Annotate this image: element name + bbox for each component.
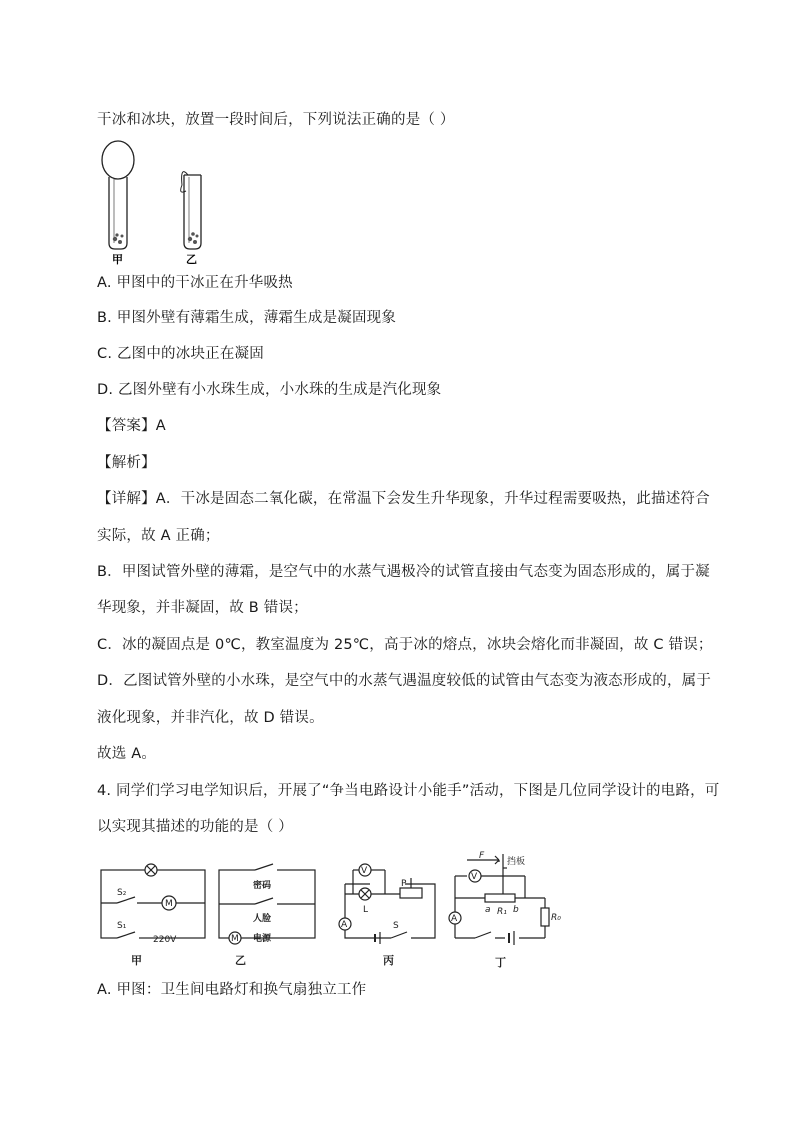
- analysis-title: 【解析】: [97, 455, 156, 471]
- option-b: B. 甲图外壁有薄霜生成，薄霜生成是凝固现象: [97, 310, 397, 326]
- answer: 【答案】A: [97, 418, 166, 434]
- detail-line-3: B．甲图试管外壁的薄霜，是空气中的水蒸气遇极冷的试管直接由气态变为固态形成的，属于凝: [97, 564, 710, 580]
- label-jia: 甲: [112, 253, 123, 265]
- label-yi: 乙: [186, 253, 197, 265]
- bing-p-label: P: [401, 879, 407, 889]
- bing-l-label: L: [363, 905, 369, 915]
- detail-line-7: 液化现象，并非汽化，故 D 错误。: [97, 710, 324, 726]
- yi-power-label: 电源: [253, 934, 272, 944]
- caption-yi: 乙: [235, 954, 246, 967]
- ding-r0-label: R₀: [551, 913, 561, 923]
- detail-line-2: 实际，故 A 正确；: [97, 528, 220, 544]
- detail-line-1: 【详解】A．干冰是固态二氧化碳，在常温下会发生升华现象，升华过程需要吸热，此描述符合: [97, 491, 710, 507]
- option-d: D. 乙图外壁有小水珠生成，小水珠的生成是汽化现象: [97, 382, 442, 398]
- jia-s2-label: S₂: [117, 888, 127, 898]
- yi-face-label: 人脸: [253, 914, 272, 924]
- caption-ding: 丁: [495, 956, 506, 969]
- detail-line-4: 华现象，并非凝固，故 B 错误；: [97, 600, 308, 616]
- ding-a-label: A: [451, 914, 458, 924]
- test-tube-figure: [98, 135, 228, 265]
- jia-motor-label: M: [165, 899, 173, 909]
- jia-s1-label: S₁: [117, 921, 127, 931]
- circuit-ding: [449, 854, 549, 945]
- ding-v-label: V: [471, 872, 478, 882]
- ding-baffle-label: 挡板: [507, 857, 526, 867]
- q4-option-a: A. 甲图：卫生间电路灯和换气扇独立工作: [97, 982, 367, 998]
- flask-jia: [102, 141, 134, 249]
- caption-bing: 丙: [383, 954, 394, 967]
- caption-jia: 甲: [131, 954, 142, 967]
- ding-pb-label: b: [513, 905, 519, 915]
- ice-in-tube: [188, 232, 199, 244]
- option-c: C. 乙图中的冰块正在凝固: [97, 346, 264, 362]
- circuit-jia: [101, 864, 205, 943]
- circuit-yi: [219, 864, 315, 944]
- ding-f-label: F: [479, 851, 485, 861]
- bing-a-label: A: [341, 920, 348, 930]
- q4-stem-line-1: 4. 同学们学习电学知识后，开展了“争当电路设计小能手”活动，下图是几位同学设计的电路，可: [97, 783, 720, 799]
- circuit-bing: [339, 864, 435, 944]
- circuit-diagrams: [95, 848, 565, 970]
- ding-r1-label: R₁: [497, 907, 507, 917]
- question-stem: 干冰和冰块，放置一段时间后，下列说法正确的是（ ）: [97, 112, 455, 128]
- jia-voltage-label: 220V: [153, 935, 177, 945]
- detail-line-6: D．乙图试管外壁的小水珠，是空气中的水蒸气遇温度较低的试管由气态变为液态形成的，属于: [97, 673, 712, 689]
- yi-password-label: 密码: [253, 881, 272, 891]
- option-a: A. 甲图中的干冰正在升华吸热: [97, 275, 293, 291]
- yi-motor-label: M: [231, 934, 239, 944]
- bing-v-label: V: [361, 866, 368, 876]
- conclusion: 故选 A。: [97, 746, 157, 762]
- ding-pa-label: a: [485, 905, 491, 915]
- q4-stem-line-2: 以实现其描述的功能的是（ ）: [97, 819, 293, 835]
- dry-ice-in-flask: [113, 233, 124, 244]
- bing-s-label: S: [393, 921, 399, 931]
- detail-line-5: C．冰的凝固点是 0℃，教室温度为 25℃，高于冰的熔点，冰块会熔化而非凝固，故 C 错误；: [97, 637, 713, 653]
